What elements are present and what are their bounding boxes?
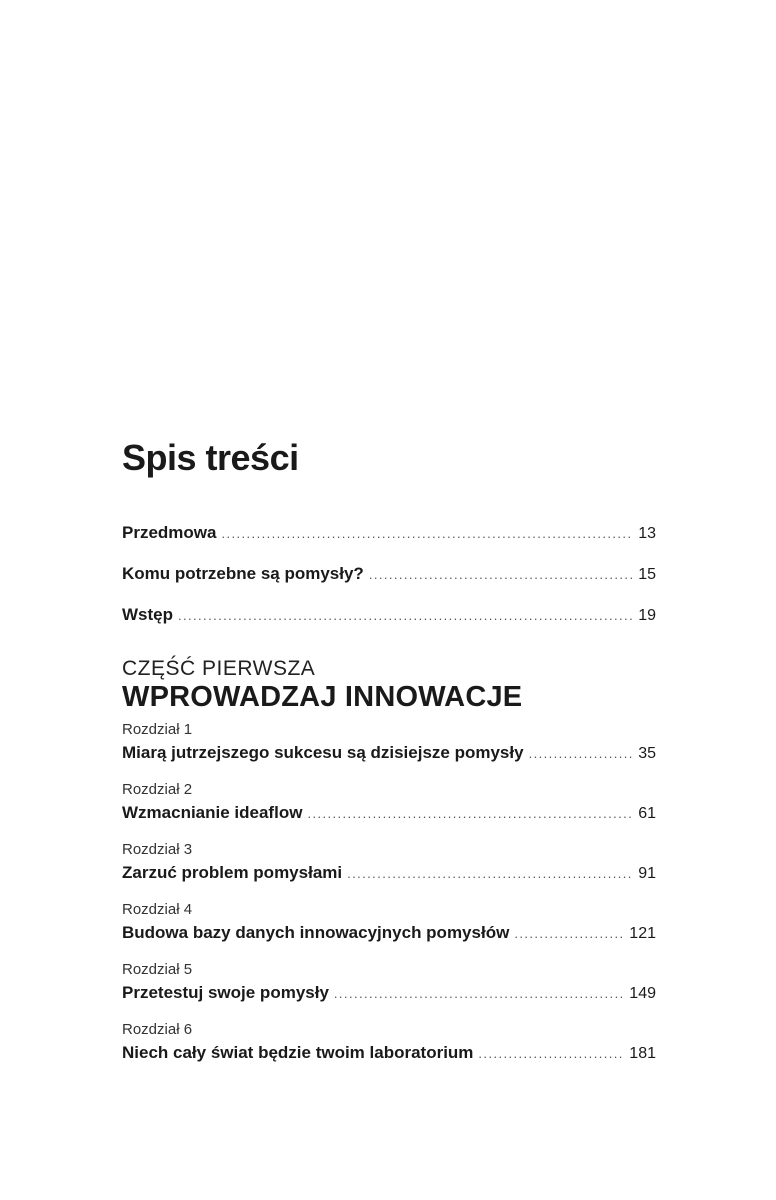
dot-leader [514,923,624,945]
toc-page [122,436,656,1078]
toc-entry [122,982,656,1005]
entry-title: Niech cały świat będzie twoim laboratorium [122,1043,474,1062]
entry-title: Miarą jutrzejszego sukcesu są dzisiejsze pomysły [122,743,524,762]
entry-title: Zarzuć problem pomysłami [122,863,343,882]
chapter-label: Rozdział 2 [122,781,193,798]
toc-entry-who-needs-ideas [122,563,656,585]
part-title: WPROWADZAJ INNOWACJE [122,681,523,713]
toc-entry-introduction [122,604,656,626]
dot-leader [334,983,624,1005]
front-matter-list [122,522,656,626]
entry-title: Komu potrzebne są pomysły? [122,564,364,583]
entry-page-number: 13 [638,525,656,542]
toc-title: Spis treści [122,437,299,478]
entry-page-number: 61 [638,805,656,822]
dot-leader [347,863,633,885]
entry-page-number: 15 [638,566,656,583]
entry-title: Przetestuj swoje pomysły [122,983,329,1002]
entry-title: Wstęp [122,605,173,624]
chapter-label: Rozdział 6 [122,1021,193,1038]
chapter-label: Rozdział 3 [122,841,193,858]
chapter-4 [122,898,656,958]
chapter-list [122,718,656,1078]
toc-entry [122,922,656,945]
chapter-1 [122,718,656,778]
dot-leader [369,564,633,586]
chapter-label: Rozdział 5 [122,961,193,978]
entry-page-number: 149 [629,985,656,1002]
entry-page-number: 19 [638,607,656,624]
dot-leader [529,743,634,765]
entry-page-number: 91 [638,865,656,882]
entry-page-number: 181 [629,1045,656,1062]
chapter-3 [122,838,656,898]
entry-page-number: 121 [629,925,656,942]
chapter-5 [122,958,656,1018]
toc-entry [122,742,656,765]
toc-entry [122,802,656,825]
toc-entry-preface [122,522,656,544]
entry-title: Wzmacnianie ideaflow [122,803,303,822]
dot-leader [478,1043,624,1065]
entry-title: Przedmowa [122,523,217,542]
chapter-6 [122,1018,656,1078]
dot-leader [307,803,633,825]
part-label: CZĘŚĆ PIERWSZA [122,657,316,680]
toc-entry [122,1042,656,1065]
toc-entry [122,862,656,885]
chapter-label: Rozdział 1 [122,721,193,738]
chapter-2 [122,778,656,838]
dot-leader [178,605,633,627]
entry-title: Budowa bazy danych innowacyjnych pomysłów [122,923,510,942]
dot-leader [221,523,633,545]
chapter-label: Rozdział 4 [122,901,193,918]
entry-page-number: 35 [638,745,656,762]
